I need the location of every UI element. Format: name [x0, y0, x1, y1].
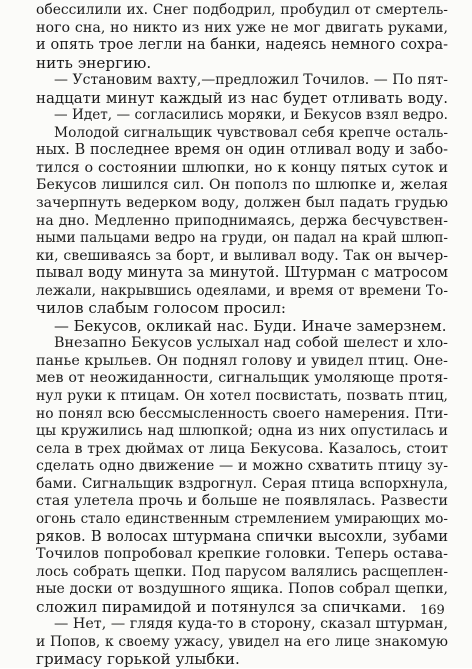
- text-line: цы кружились над шлюпкой; одна из них опустилась и: [36, 423, 448, 440]
- text-line: — Нет, — глядя куда-то в сторону, сказал штурман,: [54, 616, 448, 633]
- text-line: бами. Сигнальщик вздрогнул. Серая птица вспорхнула,: [36, 475, 448, 492]
- text-line: ки, свешиваясь за борт, и выливал воду. Так он вычер-: [36, 247, 448, 264]
- text-line: села в трех дюймах от лица Бекусова. Казалось, стоит: [36, 440, 448, 457]
- text-line: чилов слабым голосом просил:: [36, 299, 286, 318]
- page-number: 169: [420, 603, 445, 618]
- text-line: обессилили их. Снег подбодрил, пробудил от смертель-: [36, 2, 448, 18]
- text-line: тился о состоянии шлюпки, но к концу пятых суток и: [36, 159, 448, 176]
- text-line: Внезапно Бекусов услыхал над собой шелест и хло-: [54, 335, 448, 352]
- text-line: лось собрать щепки. Под парусом валялись расщеплен-: [36, 563, 448, 580]
- body-text: [36, 2, 448, 669]
- text-line: надцати минут каждый из нас будет отливать воду.: [36, 88, 448, 107]
- text-line: Молодой сигнальщик чувствовал себя крепче осталь-: [54, 124, 448, 141]
- text-line: но понял всю бессмысленность своего намерения. Пти-: [36, 405, 448, 422]
- text-line: нул руки к птицам. Он хотел посвистать, позвать птиц,: [36, 388, 448, 405]
- text-line: ного сна, но никто из них уже не мог двигать руками,: [36, 19, 448, 36]
- text-line: нить энергию.: [36, 53, 152, 72]
- text-line: панье крыльев. Он поднял голову и увидел птиц. Оне-: [36, 352, 448, 369]
- text-line: ных. В последнее время он один отливал воду и забо-: [36, 142, 448, 159]
- text-line: — Идет, — согласились моряки, и Бекусов взял ведро.: [54, 107, 448, 124]
- text-line: сложил пирамидой и потянулся за спичками.: [36, 597, 407, 616]
- text-line: лежали, накрывшись одеялами, и время от времени То-: [36, 282, 448, 299]
- text-line: ные доски от воздушного ящика. Попов собрал щепки,: [36, 581, 448, 598]
- text-line: зачерпнуть ведерком воду, должен был падать грудью: [36, 195, 448, 212]
- text-line: на дно. Медленно приподнимаясь, держа бесчувствен-: [36, 212, 448, 229]
- text-line: гримасу горькой улыбки.: [36, 650, 240, 669]
- text-line: стая улетела прочь и больше не появлялась. Развести: [36, 493, 448, 510]
- text-line: и Попов, к своему ужасу, увидел на его лице знакомую: [36, 633, 448, 650]
- text-line: и опять трое легли на банки, надеясь немного сохра-: [36, 37, 448, 54]
- text-line: мев от неожиданности, сигнальщик умоляюще протя-: [36, 370, 448, 387]
- text-line: ными пальцами ведро на груди, он падал на край шлюп-: [36, 230, 448, 247]
- text-line: — Бекусов, окликай нас. Буди. Иначе замерзнем.: [54, 316, 447, 335]
- text-line: Бекусов лишился сил. Он пополз по шлюпке и, желая: [36, 177, 448, 194]
- text-line: Точилов попробовал крепкие головки. Теперь остава-: [36, 545, 448, 562]
- text-line: ряков. В волосах штурмана спички высохли, зубами: [36, 528, 448, 546]
- text-line: сделать одно движение — и можно схватить птицу зу-: [36, 458, 448, 475]
- text-line: огонь стало единственным стремлением умирающих мо-: [36, 510, 448, 527]
- text-line: пывал воду минута за минутой. Штурман с матросом: [36, 265, 448, 282]
- text-line: — Установим вахту,—предложил Точилов. — По пят-: [54, 72, 448, 89]
